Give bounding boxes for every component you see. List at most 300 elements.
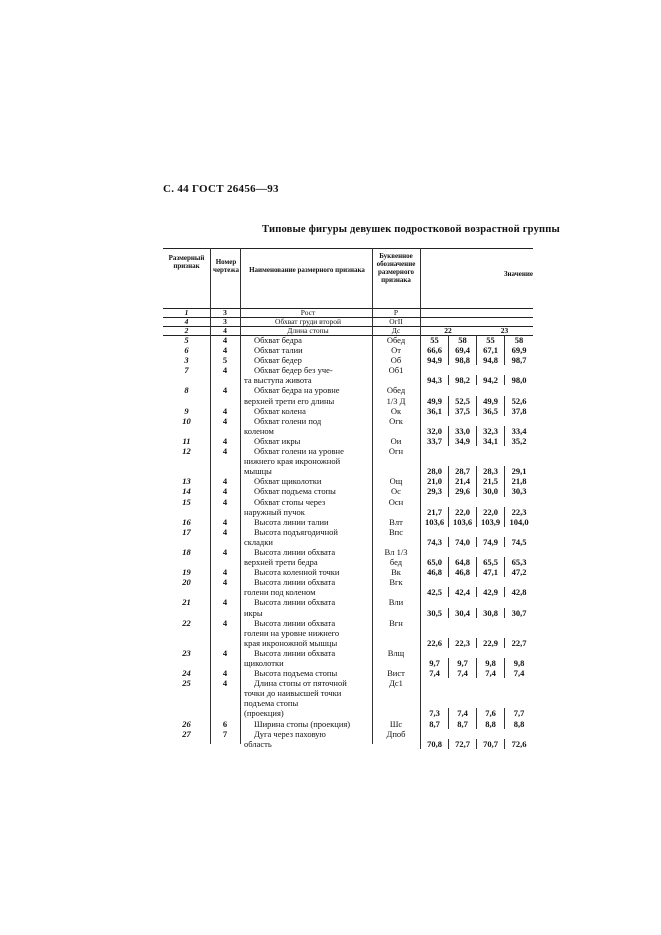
row-symbol (372, 406, 420, 416)
row-number: 26 (182, 718, 191, 729)
value-cell: 103,9 (476, 517, 504, 527)
value-cell: 58 (448, 335, 476, 345)
table-row (163, 547, 533, 567)
size-group: 22 (444, 326, 452, 335)
chart-number: 4 (222, 415, 228, 426)
value-cell: 72,6 (504, 739, 533, 749)
row-number: 19 (182, 567, 191, 578)
chart-number: 4 (222, 546, 228, 557)
chart-number: 4 (222, 335, 228, 345)
row-symbol (372, 486, 420, 496)
row-number: 25 (182, 678, 191, 689)
row-name (240, 729, 372, 749)
row-number: 3 (184, 355, 189, 366)
chart-number: 3 (223, 317, 227, 326)
value-cell: 33,0 (448, 426, 476, 436)
chart-number: 4 (222, 668, 228, 679)
value-cell: 22,3 (504, 507, 533, 517)
symbol-line: Впс (389, 526, 403, 537)
table-row (163, 567, 533, 577)
value-cell: 55 (420, 335, 448, 345)
name-line: Обхват голени на уровне (254, 446, 344, 457)
value-cell: 30,7 (504, 608, 533, 618)
value-cell: 33,7 (420, 436, 448, 446)
chart-number: 5 (222, 355, 228, 366)
name-line: края икроножной мышцы (244, 637, 338, 648)
symbol-line: От (391, 345, 401, 356)
chart-number: 4 (222, 435, 228, 446)
row-symbol (372, 335, 420, 345)
row-symbol (372, 678, 420, 718)
table-row (163, 527, 533, 547)
size-group: 23 (500, 326, 509, 335)
table-row (163, 406, 533, 416)
name-line: Обхват икры (254, 435, 301, 446)
name-line: голени на уровне нижнего (244, 627, 340, 638)
name-line: мышцы (244, 466, 272, 477)
chart-number: 4 (222, 526, 228, 537)
value-cell: 65,3 (504, 557, 533, 567)
symbol-line: Вл 1/3 (384, 546, 408, 557)
symbol-line: Обед (386, 385, 406, 396)
table-row (163, 678, 533, 718)
table-row (163, 436, 533, 446)
name-line: Длина стопы от пяточной (254, 678, 347, 689)
row-name (240, 597, 372, 617)
value-cell: 98,7 (504, 355, 533, 365)
row-name (240, 365, 372, 385)
value-cell: 7,4 (504, 668, 533, 678)
row-symbol: ОгII (389, 317, 403, 326)
value-cell: 7,4 (448, 668, 476, 678)
value-cell: 30,8 (476, 608, 504, 618)
row-number: 15 (182, 496, 191, 507)
name-line: Ширина стопы (проекция) (254, 718, 351, 729)
row-number: 11 (182, 435, 191, 446)
table-title: Типовые фигуры девушек подростковой возрастной группы (262, 224, 560, 235)
table-row (163, 729, 533, 749)
row-number: 4 (184, 317, 189, 326)
row-symbol (372, 436, 420, 446)
row-symbol (372, 668, 420, 678)
symbol-line: Обед (386, 335, 406, 345)
row-number: 23 (182, 647, 191, 658)
table-row (163, 577, 533, 597)
value-cell: 21,8 (504, 476, 533, 486)
symbol-line: Дпоб (386, 728, 406, 739)
value-cell: 74,9 (476, 537, 504, 547)
symbol-line: Осн (388, 496, 404, 507)
symbol-line: Огн (388, 446, 404, 457)
value-cell: 74,0 (448, 537, 476, 547)
value-cell: 37,5 (448, 406, 476, 416)
name-line: Обхват стопы через (254, 496, 326, 507)
row-number: 27 (182, 728, 191, 739)
value-cell: 36,5 (476, 406, 504, 416)
col-header-num: Размерный признак (168, 254, 205, 270)
symbol-line: Влщ (387, 647, 405, 658)
row-number: 18 (182, 546, 191, 557)
value-cell: 9,8 (476, 658, 504, 668)
name-line: Дуга через паховую (254, 728, 326, 739)
page-header: С. 44 ГОСТ 26456—93 (163, 183, 279, 195)
name-line: складки (244, 536, 273, 547)
value-cell: 42,4 (448, 587, 476, 597)
value-cell: 65,5 (476, 557, 504, 567)
row-number: 17 (182, 526, 191, 537)
name-line: верхней трети его длины (244, 395, 335, 406)
value-cell: 37,8 (504, 406, 533, 416)
chart-number: 4 (222, 597, 228, 608)
value-cell: 21,4 (448, 476, 476, 486)
table-row (163, 497, 533, 517)
value-cell: 7,3 (420, 708, 448, 718)
row-name (240, 567, 372, 577)
row-number: 7 (184, 365, 189, 376)
name-line: Обхват бедер (254, 355, 302, 366)
row-number: 21 (182, 597, 191, 608)
row-number: 14 (182, 486, 191, 497)
name-line: точки до наивысшей точки (244, 688, 342, 699)
row-number: 9 (184, 405, 189, 416)
value-cell: 28,3 (476, 466, 504, 476)
table-row (163, 517, 533, 527)
value-cell: 103,6 (420, 517, 448, 527)
value-cell: 29,3 (420, 486, 448, 496)
name-line: Высота подъема стопы (254, 668, 338, 679)
table-row (163, 345, 533, 355)
table-row (163, 365, 533, 385)
symbol-line: Вли (388, 597, 404, 608)
name-line: Высота линии обхвата (254, 577, 336, 588)
col-header-values: Значение (503, 270, 533, 278)
value-cell: 64,8 (448, 557, 476, 567)
row-name (240, 517, 372, 527)
row-symbol (372, 729, 420, 749)
table-row (163, 476, 533, 486)
symbol-line: Об1 (388, 365, 404, 376)
symbol-line: Шс (389, 718, 403, 729)
name-line: нижнего края икроножной (244, 456, 341, 467)
symbol-line: Вист (387, 668, 405, 679)
value-cell: 66,6 (420, 345, 448, 355)
value-cell: 7,4 (448, 708, 476, 718)
row-symbol (372, 416, 420, 436)
value-cell: 30,3 (504, 486, 533, 496)
name-line: подъема стопы (244, 698, 299, 709)
row-number: 10 (182, 415, 191, 426)
chart-number: 4 (222, 385, 228, 396)
chart-number: 4 (222, 516, 228, 527)
row-symbol: Р (393, 308, 399, 317)
name-line: Высота подъягодичной (254, 526, 338, 537)
table-row (163, 355, 533, 365)
col-header-name: Наименование размерного признака (249, 266, 365, 274)
row-symbol (372, 345, 420, 355)
value-cell: 9,7 (448, 658, 476, 668)
name-line: Обхват талии (254, 345, 303, 356)
row-name (240, 476, 372, 486)
symbol-line: Вгн (389, 617, 403, 628)
value-cell: 30,5 (420, 608, 448, 618)
value-cell: 22,0 (448, 507, 476, 517)
row-symbol (372, 476, 420, 486)
value-cell: 98,8 (448, 355, 476, 365)
col-header-chart: Номер чертежа (213, 258, 239, 274)
name-line: Обхват щиколотки (254, 476, 322, 487)
chart-number: 4 (222, 567, 228, 578)
chart-number: 4 (222, 345, 228, 356)
value-cell: 30,0 (476, 486, 504, 496)
name-line: Высота линии обхвата (254, 597, 336, 608)
row-symbol (372, 648, 420, 668)
row-name (240, 547, 372, 567)
name-line: область (244, 738, 272, 749)
value-cell: 47,2 (504, 567, 533, 577)
value-cell: 46,8 (448, 567, 476, 577)
row-number: 22 (182, 617, 191, 628)
row-symbol (372, 577, 420, 597)
value-cell: 34,9 (448, 436, 476, 446)
chart-number: 4 (222, 486, 228, 497)
value-cell: 30,4 (448, 608, 476, 618)
value-cell: 9,8 (504, 658, 533, 668)
chart-number: 3 (223, 308, 227, 317)
row-symbol (372, 355, 420, 365)
name-line: Обхват бедра (254, 335, 302, 345)
row-symbol (372, 517, 420, 527)
row-symbol (372, 567, 420, 577)
name-line: Высота линии обхвата (254, 546, 336, 557)
value-cell: 55 (476, 335, 504, 345)
value-cell: 8,7 (448, 719, 476, 729)
name-line: Высота линии талии (254, 516, 329, 527)
value-cell: 7,6 (476, 708, 504, 718)
row-number: 24 (182, 668, 191, 679)
name-line: Обхват подъема стопы (254, 486, 336, 497)
symbol-line: Дс1 (389, 678, 403, 689)
symbol-line: Ос (391, 486, 401, 497)
row-name (240, 486, 372, 496)
row-number: 5 (184, 335, 189, 345)
symbol-line: 1/3 Д (386, 395, 406, 406)
chart-number: 6 (222, 718, 228, 729)
value-cell: 32,3 (476, 426, 504, 436)
row-number: 1 (184, 308, 189, 317)
row-name (240, 618, 372, 648)
row-name (240, 355, 372, 365)
row-name (240, 416, 372, 436)
table-row (163, 335, 533, 345)
symbol-line: Вк (391, 567, 401, 578)
value-cell: 21,0 (420, 476, 448, 486)
row-number: 20 (182, 577, 191, 588)
name-line: Обхват голени под (254, 415, 322, 426)
symbol-line: Вгк (389, 577, 403, 588)
name-line: (проекция) (244, 708, 284, 719)
value-cell: 32,0 (420, 426, 448, 436)
value-cell: 22,3 (448, 638, 476, 648)
row-number: 12 (182, 446, 191, 457)
symbol-line: Огк (389, 415, 403, 426)
row-name (240, 577, 372, 597)
row-name (240, 345, 372, 355)
row-number: 16 (182, 516, 191, 527)
name-line: щиколотки (244, 658, 284, 668)
value-cell: 33,4 (504, 426, 533, 436)
value-cell: 49,9 (420, 396, 448, 406)
value-cell: 67,1 (476, 345, 504, 355)
value-cell: 36,1 (420, 406, 448, 416)
symbol-line: Об (390, 355, 402, 366)
chart-number: 7 (222, 728, 228, 739)
value-cell: 94,2 (476, 375, 504, 385)
table-row (163, 668, 533, 678)
value-cell: 21,5 (476, 476, 504, 486)
value-cell: 94,9 (420, 355, 448, 365)
row-symbol (372, 527, 420, 547)
value-cell: 72,7 (448, 739, 476, 749)
value-cell: 7,4 (420, 668, 448, 678)
value-cell: 42,8 (504, 587, 533, 597)
row-symbol (372, 547, 420, 567)
value-cell: 28,0 (420, 466, 448, 476)
name-line: Обхват бедер без уче- (254, 365, 333, 376)
row-symbol (372, 385, 420, 405)
chart-number: 4 (222, 678, 228, 689)
value-cell: 98,0 (504, 375, 533, 385)
table-row (163, 648, 533, 668)
symbol-line: Влт (389, 516, 403, 527)
row-symbol (372, 618, 420, 648)
value-cell: 94,8 (476, 355, 504, 365)
table-row (163, 416, 533, 436)
value-cell: 52,6 (504, 396, 533, 406)
value-cell: 22,0 (476, 507, 504, 517)
value-cell: 29,1 (504, 466, 533, 476)
value-cell: 22,6 (420, 638, 448, 648)
value-cell: 65,0 (420, 557, 448, 567)
value-cell: 70,8 (420, 739, 448, 749)
chart-number: 4 (222, 476, 228, 487)
row-name: Рост (300, 308, 316, 317)
value-cell: 49,9 (476, 396, 504, 406)
row-symbol (372, 365, 420, 385)
symbol-line: Ок (390, 405, 402, 416)
value-cell: 29,6 (448, 486, 476, 496)
value-cell: 7,4 (476, 668, 504, 678)
symbol-line: бед (389, 557, 403, 568)
chart-number: 4 (222, 617, 228, 628)
row-name (240, 446, 372, 476)
row-name: Длина стопы (287, 326, 329, 335)
name-line: Обхват бедра на уровне (254, 385, 340, 396)
chart-number: 4 (222, 647, 228, 658)
row-name (240, 436, 372, 446)
value-cell: 22,7 (504, 638, 533, 648)
name-line: Обхват колена (254, 405, 306, 416)
col-header-symbol: Буквенное обозначение размерного признака (376, 252, 416, 284)
row-name (240, 335, 372, 345)
value-cell: 47,1 (476, 567, 504, 577)
name-line: та выступа живота (244, 375, 312, 386)
name-line: икры (244, 607, 263, 618)
value-cell: 58 (504, 335, 533, 345)
chart-number: 4 (222, 577, 228, 588)
row-name (240, 668, 372, 678)
value-cell: 74,3 (420, 537, 448, 547)
value-cell: 8,8 (504, 719, 533, 729)
value-cell: 9,7 (420, 658, 448, 668)
value-cell: 8,7 (420, 719, 448, 729)
value-cell: 8,8 (476, 719, 504, 729)
chart-number: 4 (223, 326, 227, 335)
value-cell: 28,7 (448, 466, 476, 476)
row-name (240, 527, 372, 547)
symbol-line: Ощ (389, 476, 403, 487)
chart-number: 4 (222, 496, 228, 507)
row-name (240, 497, 372, 517)
row-symbol (372, 597, 420, 617)
value-cell: 104,0 (504, 517, 533, 527)
table-row (163, 618, 533, 648)
value-cell: 69,9 (504, 345, 533, 355)
value-cell: 94,3 (420, 375, 448, 385)
value-cell: 22,9 (476, 638, 504, 648)
value-cell: 70,7 (476, 739, 504, 749)
row-symbol (372, 497, 420, 517)
symbol-line: Ои (390, 435, 402, 446)
row-number: 6 (184, 345, 189, 356)
table-row (163, 719, 533, 729)
name-line: Высота линии обхвата (254, 617, 336, 628)
row-symbol (372, 446, 420, 476)
row-number: 8 (184, 385, 189, 396)
value-cell: 35,2 (504, 436, 533, 446)
name-line: Высота линии обхвата (254, 647, 336, 658)
row-name: Обхват груди второй (275, 317, 341, 326)
row-name (240, 406, 372, 416)
row-name (240, 678, 372, 718)
row-number: 2 (184, 326, 189, 335)
chart-number: 4 (222, 365, 228, 376)
name-line: Высота коленной точки (254, 567, 340, 578)
value-cell: 74,5 (504, 537, 533, 547)
name-line: верхней трети бедра (244, 557, 318, 568)
row-symbol: Дс (391, 326, 401, 335)
row-name (240, 719, 372, 729)
table-row (163, 385, 533, 405)
row-symbol (372, 719, 420, 729)
table-row (163, 486, 533, 496)
table-row (163, 446, 533, 476)
name-line: голени под коленом (244, 587, 316, 598)
chart-number: 4 (222, 446, 228, 457)
name-line: наружный пучок (244, 506, 305, 517)
value-cell: 69,4 (448, 345, 476, 355)
value-cell: 42,9 (476, 587, 504, 597)
value-cell: 52,5 (448, 396, 476, 406)
value-cell: 7,7 (504, 708, 533, 718)
value-cell: 34,1 (476, 436, 504, 446)
value-cell: 103,6 (448, 517, 476, 527)
chart-number: 4 (222, 405, 228, 416)
value-cell: 46,8 (420, 567, 448, 577)
row-name (240, 385, 372, 405)
value-cell: 98,2 (448, 375, 476, 385)
row-name (240, 648, 372, 668)
value-cell: 42,5 (420, 587, 448, 597)
